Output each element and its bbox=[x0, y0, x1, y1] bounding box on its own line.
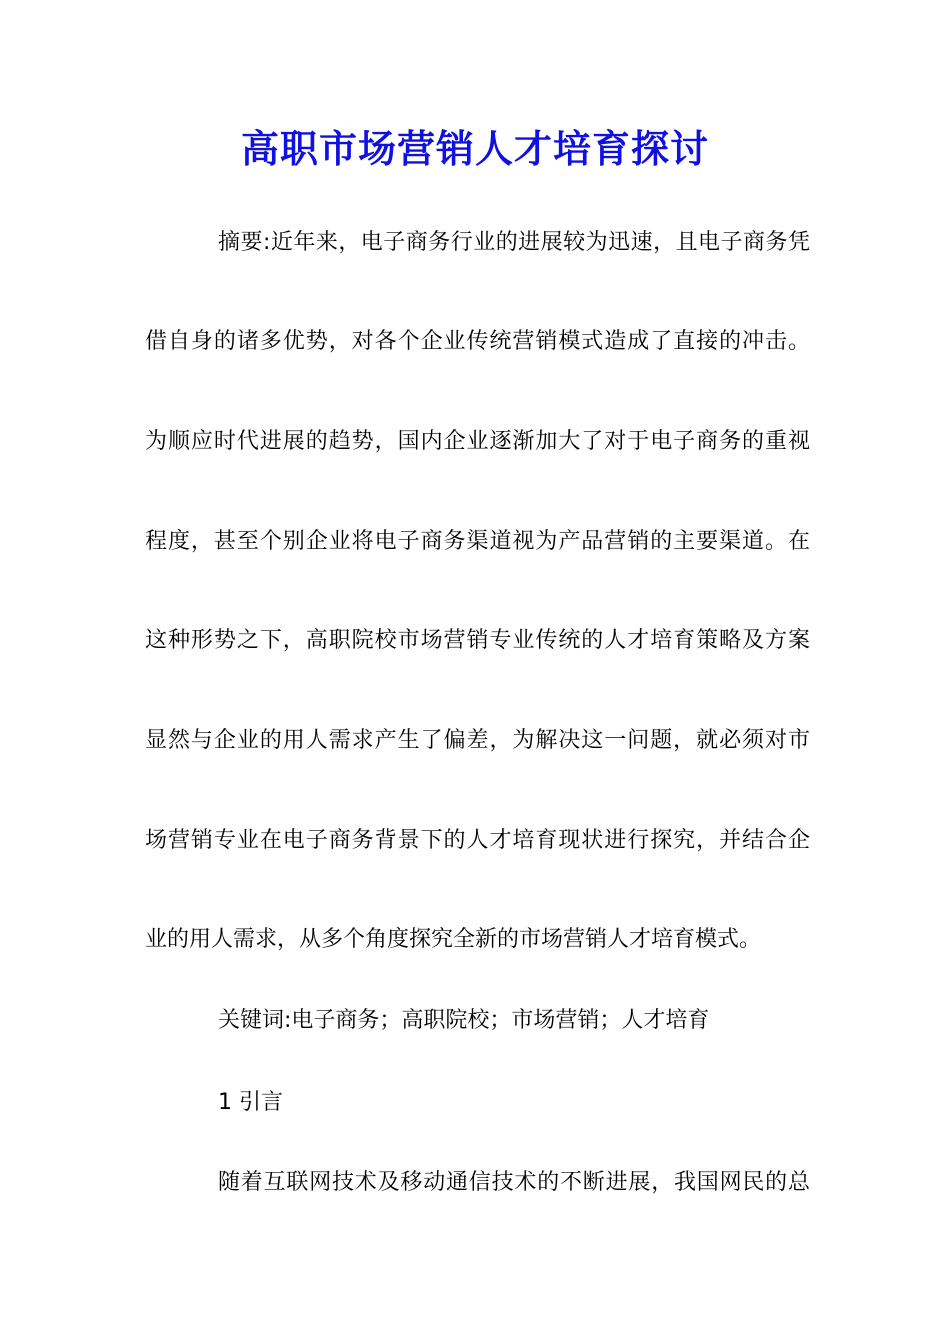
abstract-line-4: 程度，甚至个别企业将电子商务渠道视为产品营销的主要渠道。在 bbox=[145, 529, 810, 554]
section-heading: 1 引言 bbox=[218, 1090, 283, 1115]
abstract-line-7: 场营销专业在电子商务背景下的人才培育现状进行探究，并结合企 bbox=[145, 828, 810, 853]
abstract-line-8: 业的用人需求，从多个角度探究全新的市场营销人才培育模式。 bbox=[145, 927, 762, 952]
abstract-line-5: 这种形势之下，高职院校市场营销专业传统的人才培育策略及方案 bbox=[145, 628, 810, 653]
abstract-line-3: 为顺应时代进展的趋势，国内企业逐渐加大了对于电子商务的重视 bbox=[145, 429, 810, 454]
abstract-line-6: 显然与企业的用人需求产生了偏差，为解决这一问题，就必须对市 bbox=[145, 728, 810, 753]
document-title: 高职市场营销人才培育探讨 bbox=[240, 126, 709, 171]
abstract-line-2: 借自身的诸多优势，对各个企业传统营销模式造成了直接的冲击。 bbox=[145, 329, 810, 354]
abstract-line-1: 摘要:近年来，电子商务行业的进展较为迅速，且电子商务凭 bbox=[218, 230, 810, 255]
intro-paragraph-line-1: 随着互联网技术及移动通信技术的不断进展，我国网民的总 bbox=[218, 1170, 810, 1195]
keywords-line: 关键词:电子商务；高职院校；市场营销；人才培育 bbox=[218, 1008, 710, 1033]
